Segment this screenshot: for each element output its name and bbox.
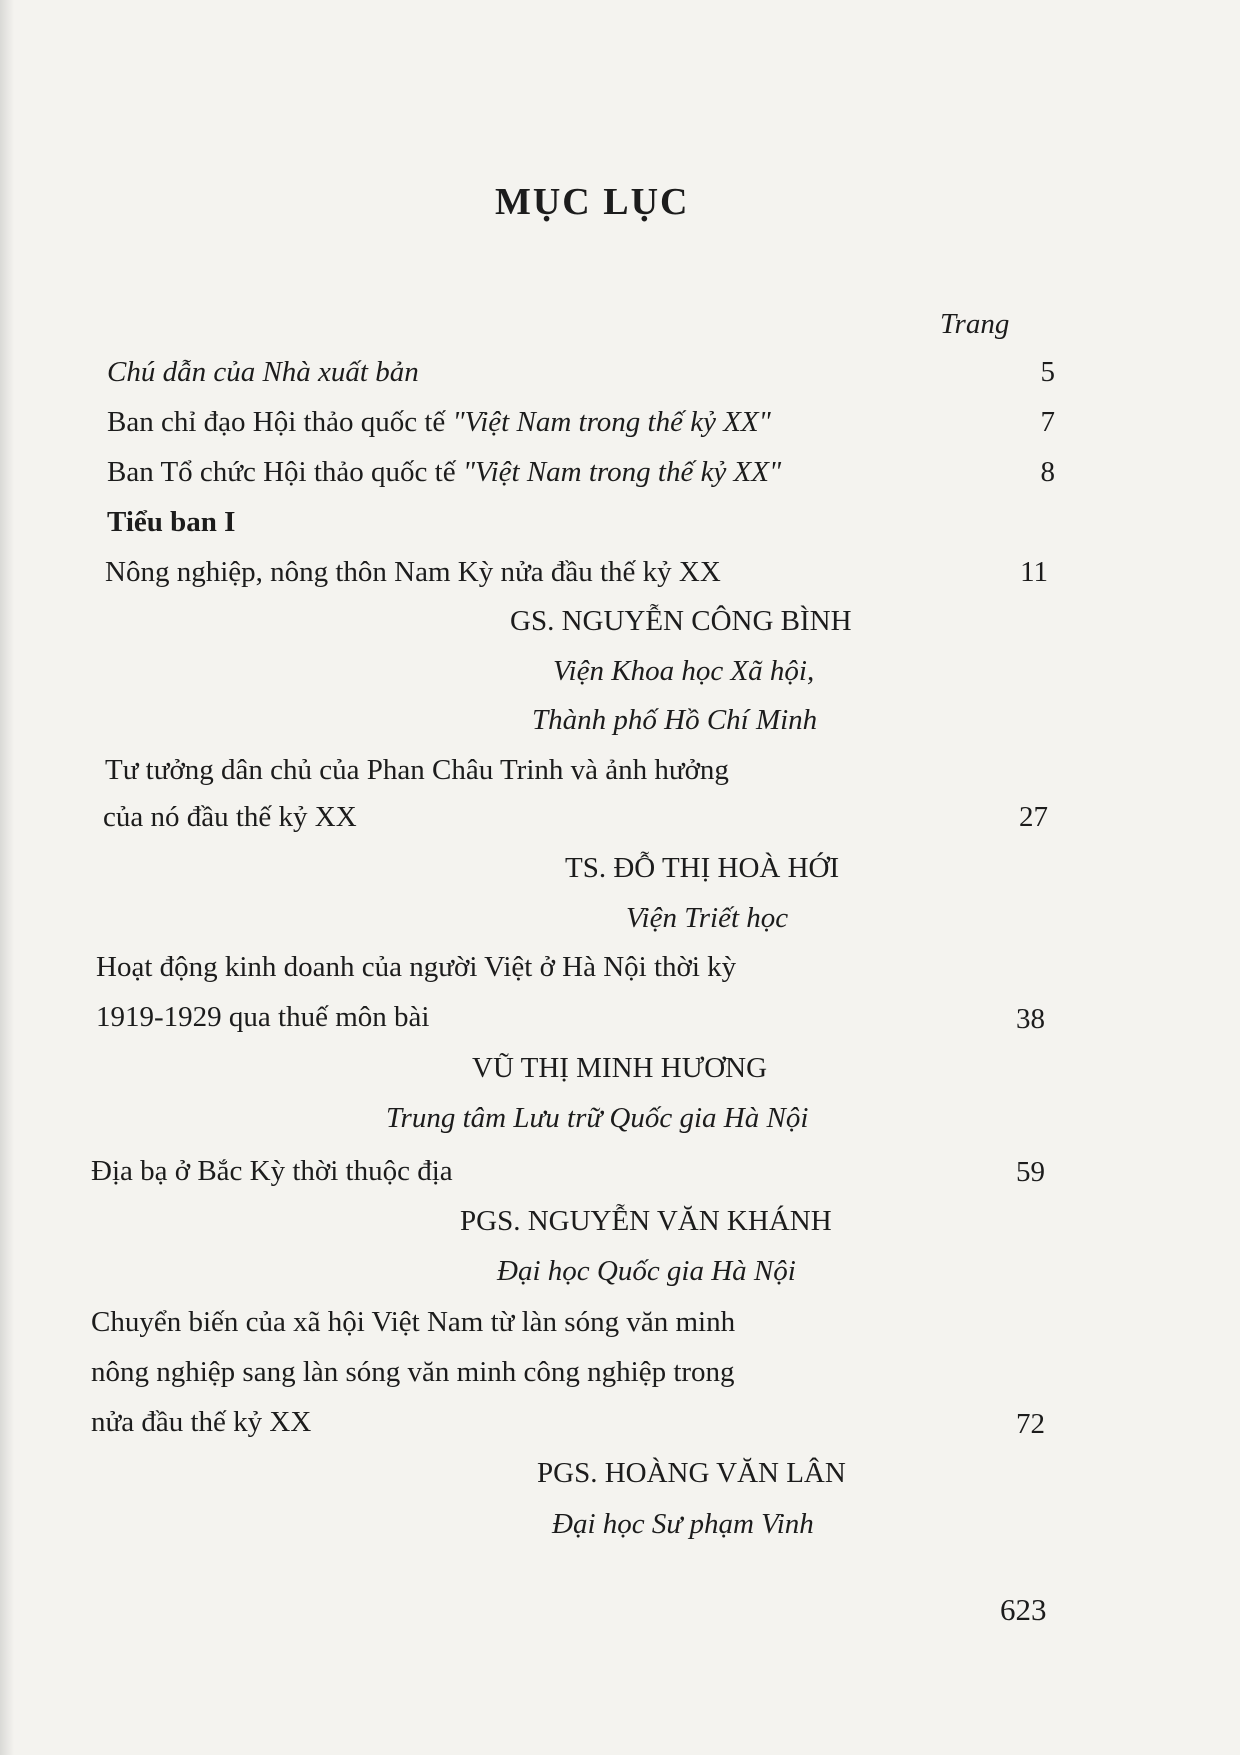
- toc-entry-affiliation: Viện Khoa học Xã hội,: [553, 655, 815, 687]
- toc-entry-page: 27: [1019, 801, 1048, 833]
- toc-entry-title: Chú dẫn của Nhà xuất bản: [107, 356, 419, 388]
- toc-entry-title-line: Chuyển biến của xã hội Việt Nam từ làn sóng văn minh: [91, 1306, 736, 1338]
- toc-entry-page: 11: [1020, 556, 1048, 588]
- toc-entry-title-prefix: Ban chỉ đạo Hội thảo quốc tế: [107, 406, 453, 438]
- page-number: 623: [1000, 1592, 1047, 1627]
- toc-entry-title-line: nửa đầu thế kỷ XX: [91, 1406, 312, 1438]
- toc-entry-page: 5: [1040, 356, 1055, 388]
- toc-entry-affiliation: Đại học Sư phạm Vinh: [552, 1508, 814, 1540]
- page-title: MỤC LỤC: [495, 181, 690, 223]
- toc-entry-title: [107, 456, 781, 489]
- toc-entry-author: PGS. NGUYỄN VĂN KHÁNH: [460, 1205, 832, 1237]
- toc-entry-title: Địa bạ ở Bắc Kỳ thời thuộc địa: [91, 1155, 453, 1187]
- toc-entry-affiliation: Thành phố Hồ Chí Minh: [532, 704, 818, 736]
- toc-entry-title-line: 1919-1929 qua thuế môn bài: [96, 1001, 430, 1033]
- toc-entry-author: TS. ĐỖ THỊ HOÀ HỚI: [565, 852, 840, 884]
- toc-entry-title-line: Tư tưởng dân chủ của Phan Châu Trinh và ảnh hưởng: [105, 754, 729, 786]
- section-heading: Tiểu ban I: [107, 506, 236, 538]
- toc-entry-page: 8: [1040, 456, 1055, 488]
- toc-entry-page: 7: [1040, 406, 1055, 438]
- toc-entry-affiliation: Viện Triết học: [626, 902, 789, 934]
- page-column-label: Trang: [940, 308, 1010, 340]
- toc-entry-title-line: Hoạt động kinh doanh của người Việt ở Hà Nội thời kỳ: [96, 951, 737, 983]
- toc-entry-title-italic: "Việt Nam trong thế kỷ XX": [462, 456, 782, 488]
- toc-entry-author: GS. NGUYỄN CÔNG BÌNH: [510, 605, 852, 637]
- toc-entry-author: PGS. HOÀNG VĂN LÂN: [537, 1457, 846, 1489]
- toc-entry-title: [107, 406, 771, 439]
- toc-entry-affiliation: Trung tâm Lưu trữ Quốc gia Hà Nội: [386, 1102, 809, 1134]
- toc-entry-title-italic: "Việt Nam trong thế kỷ XX": [452, 406, 771, 438]
- toc-entry-page: 38: [1016, 1003, 1045, 1035]
- binding-shadow: [0, 0, 14, 1755]
- toc-entry-page: 72: [1016, 1408, 1045, 1440]
- toc-entry-title-line: nông nghiệp sang làn sóng văn minh công nghiệp trong: [91, 1356, 735, 1388]
- toc-entry-title-prefix: Ban Tổ chức Hội thảo quốc tế: [107, 456, 463, 488]
- toc-entry-title: Nông nghiệp, nông thôn Nam Kỳ nửa đầu thế kỷ XX: [105, 556, 721, 588]
- toc-entry-affiliation: Đại học Quốc gia Hà Nội: [497, 1255, 796, 1287]
- toc-entry-page: 59: [1016, 1156, 1045, 1188]
- toc-entry-author: VŨ THỊ MINH HƯƠNG: [472, 1052, 768, 1084]
- toc-entry-title-line: của nó đầu thế kỷ XX: [103, 801, 357, 833]
